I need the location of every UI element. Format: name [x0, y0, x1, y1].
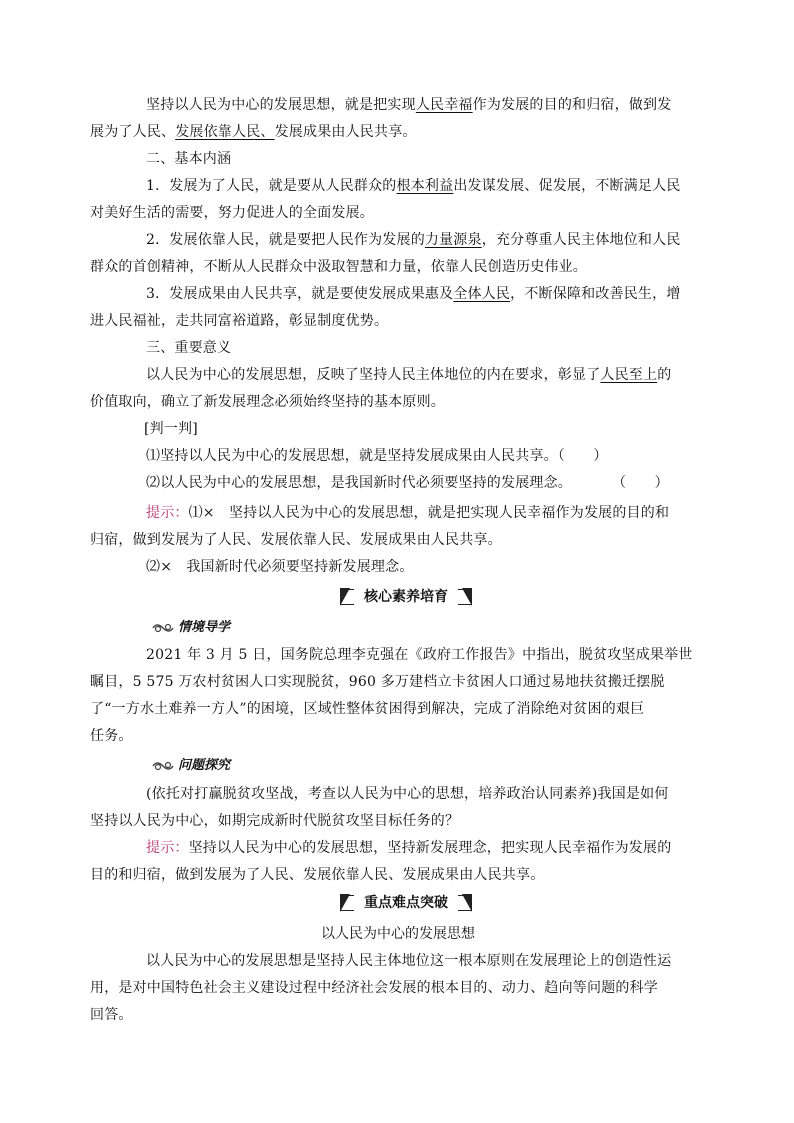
text: 任务。	[90, 728, 133, 744]
text: 对美好生活的需要，努力促进人的全面发展。	[90, 205, 374, 221]
text: (依托对打赢脱贫攻坚战，考查以人民为中心的思想，培养政治认同素养)我国是如何	[146, 786, 669, 802]
key-paragraph	[90, 948, 678, 1029]
text: 价值取向，确立了新发展理念必须始终坚持的基本原则。	[90, 394, 445, 410]
underlined-term: 根本利益	[396, 178, 454, 194]
judge-question-1: ⑴坚持以人民为中心的发展思想，就是坚持发展成果由人民共享。（ ）	[146, 448, 608, 464]
text: ⑴× 坚持以人民为中心的发展思想，就是把实现人民幸福作为发展的目的和	[188, 505, 670, 521]
judge-question-2	[146, 470, 706, 497]
text: 坚持以人民为中心，如期完成新时代脱贫攻坚目标任务的？	[90, 813, 460, 829]
key-title: 以人民为中心的发展思想	[321, 926, 475, 942]
text: 以人民为中心的发展思想是坚持人民主体地位这一根本原则在发展理论上的创造性运	[146, 953, 672, 969]
text: 发展成果由人民共享。	[274, 124, 417, 140]
intro-paragraph	[90, 92, 678, 146]
section-banner-key	[340, 894, 472, 912]
banner-title: 核心素养培育	[354, 587, 458, 607]
answer-blank: （ ）	[612, 475, 669, 491]
text: 回答。	[90, 1007, 133, 1023]
text: 群众的首创精神，不断从人民群众中汲取智慧和力量，依靠人民创造历史伟业。	[90, 259, 587, 275]
text: 用，是对中国特色社会主义建设过程中经济社会发展的根本目的、动力、趋向等问题的科学	[90, 980, 658, 996]
text: 坚持以人民为中心的发展思想，就是把实现	[146, 97, 416, 113]
text: 作为发展的目的和归宿，做到发	[472, 97, 672, 113]
hint-label: 提示：	[146, 505, 189, 521]
text: 2021 年 3 月 5 日，国务院总理李克强在《政府工作报告》中指出，脱贫攻坚成果举世	[146, 647, 693, 663]
text: 瞩目，5 575 万农村贫困人口实现脱贫，960 多万建档立卡贫困人口通过易地扶贫搬迁摆脱	[90, 674, 665, 690]
text: ，不断保障和改善民生，增	[510, 286, 681, 302]
text: 目的和归宿，做到发展为了人民、发展依靠人民、发展成果由人民共享。	[90, 867, 545, 883]
scroll-icon	[152, 621, 174, 635]
subheading-label: 问题探究	[178, 758, 231, 773]
text: 的	[657, 367, 672, 383]
judge-answer-2: ⑵× 我国新时代必须要坚持新发展理念。	[146, 559, 414, 575]
section-heading-basic: 二、基本内涵	[146, 151, 232, 167]
underlined-term: 人民至上	[600, 367, 658, 383]
text: 3．发展成果由人民共享，就是要使发展成果惠及	[146, 286, 454, 302]
section-heading-significance: 三、重要意义	[146, 340, 232, 356]
text: 归宿，做到发展为了人民、发展依靠人民、发展成果由人民共享。	[90, 532, 502, 548]
judge-answer-1	[90, 500, 678, 554]
text: ，充分尊重人民主体地位和人民	[481, 232, 681, 248]
text: 展为了人民、	[90, 124, 176, 140]
significance-paragraph	[90, 362, 678, 416]
text: 了“一方水土难养一方人”的困境，区域性整体贫困得到解决，完成了消除绝对贫困的艰巨	[90, 701, 645, 717]
underlined-term: 全体人民	[453, 286, 511, 302]
text: 出发谋发展、促发展，不断满足人民	[453, 178, 681, 194]
judge-heading: [判一判]	[144, 421, 198, 437]
situation-paragraph	[90, 642, 693, 750]
underlined-term: 人民幸福	[415, 97, 473, 113]
underlined-term: 力量源泉	[424, 232, 482, 248]
text: 坚持以人民为中心的发展思想，坚持新发展理念，把实现人民幸福作为发展的	[188, 840, 672, 856]
hint-label: 提示：	[146, 840, 189, 856]
text: ⑵以人民为中心的发展思想，是我国新时代必须要坚持的发展理念。	[146, 475, 572, 491]
text: 2．发展依靠人民，就是要把人民作为发展的	[146, 232, 425, 248]
item-1	[90, 173, 681, 227]
subheading-inquiry	[152, 756, 230, 776]
subheading-label: 情境导学	[178, 620, 231, 635]
item-2	[90, 227, 681, 281]
inquiry-question	[90, 781, 678, 835]
scroll-icon	[152, 759, 174, 773]
subheading-situation	[152, 618, 230, 638]
item-3	[90, 281, 681, 335]
banner-title: 重点难点突破	[354, 893, 458, 913]
text: 以人民为中心的发展思想，反映了坚持人民主体地位的内在要求，彰显了	[146, 367, 601, 383]
text: 进人民福祉，走共同富裕道路，彰显制度优势。	[90, 313, 389, 329]
text: 1．发展为了人民，就是要从人民群众的	[146, 178, 397, 194]
underlined-term: 发展依靠人民、	[175, 124, 275, 140]
section-banner-core	[340, 588, 472, 606]
inquiry-hint	[90, 835, 678, 889]
